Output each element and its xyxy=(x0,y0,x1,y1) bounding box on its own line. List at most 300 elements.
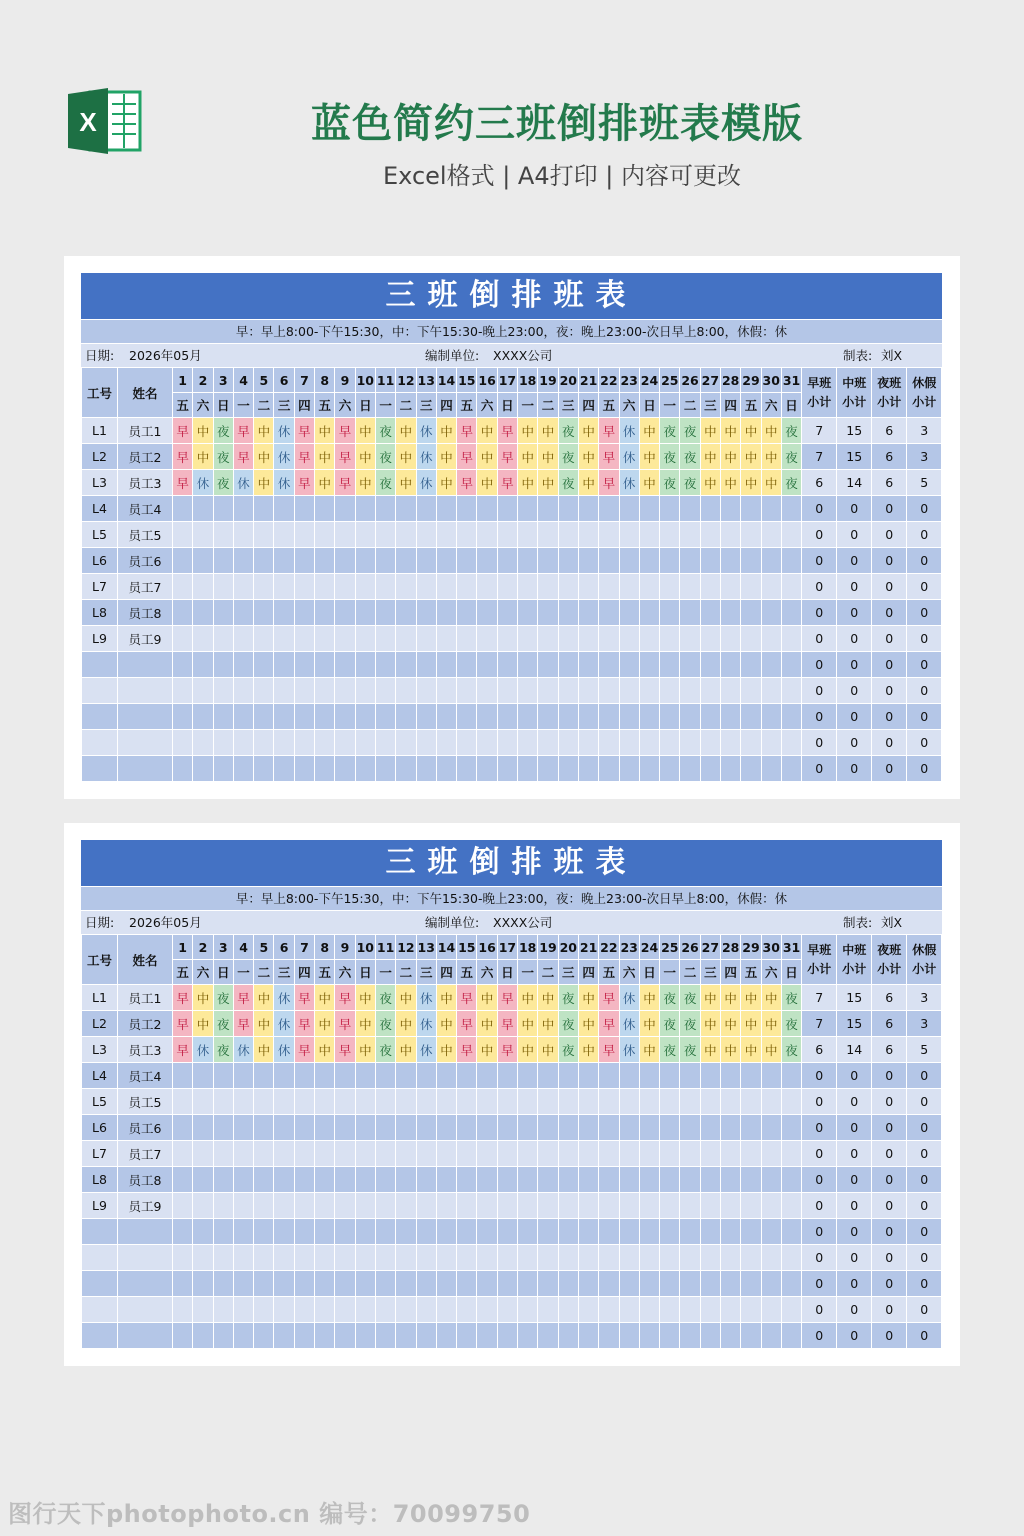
shift-cell[interactable] xyxy=(233,1193,253,1219)
shift-cell[interactable] xyxy=(639,548,659,574)
shift-cell[interactable] xyxy=(538,730,558,756)
shift-cell[interactable] xyxy=(274,496,294,522)
shift-cell[interactable] xyxy=(355,1063,375,1089)
shift-cell[interactable] xyxy=(213,1245,233,1271)
shift-cell[interactable] xyxy=(578,1297,598,1323)
shift-cell[interactable] xyxy=(274,574,294,600)
shift-cell[interactable]: 中 xyxy=(578,418,598,444)
employee-id[interactable] xyxy=(82,1323,118,1349)
shift-cell[interactable] xyxy=(639,522,659,548)
employee-name[interactable] xyxy=(118,1297,173,1323)
shift-cell[interactable] xyxy=(761,1193,781,1219)
shift-cell[interactable]: 中 xyxy=(254,444,274,470)
shift-cell[interactable]: 中 xyxy=(578,470,598,496)
shift-cell[interactable] xyxy=(396,1193,416,1219)
shift-cell[interactable] xyxy=(680,678,700,704)
shift-cell[interactable]: 夜 xyxy=(680,1011,700,1037)
shift-cell[interactable] xyxy=(518,1271,538,1297)
shift-cell[interactable] xyxy=(457,1219,477,1245)
shift-cell[interactable] xyxy=(396,1245,416,1271)
shift-cell[interactable] xyxy=(416,652,436,678)
shift-cell[interactable] xyxy=(761,600,781,626)
shift-cell[interactable] xyxy=(213,496,233,522)
shift-cell[interactable] xyxy=(294,1141,314,1167)
shift-cell[interactable] xyxy=(294,1193,314,1219)
shift-cell[interactable] xyxy=(375,1271,395,1297)
shift-cell[interactable] xyxy=(558,548,578,574)
shift-cell[interactable] xyxy=(233,548,253,574)
shift-cell[interactable] xyxy=(680,522,700,548)
shift-cell[interactable]: 中 xyxy=(639,985,659,1011)
shift-cell[interactable] xyxy=(558,1271,578,1297)
shift-cell[interactable] xyxy=(375,1115,395,1141)
shift-cell[interactable] xyxy=(274,1115,294,1141)
shift-cell[interactable]: 中 xyxy=(254,985,274,1011)
shift-cell[interactable]: 中 xyxy=(254,1011,274,1037)
shift-cell[interactable] xyxy=(660,1245,680,1271)
shift-cell[interactable] xyxy=(375,1219,395,1245)
shift-cell[interactable] xyxy=(477,548,497,574)
shift-cell[interactable] xyxy=(294,1115,314,1141)
shift-cell[interactable] xyxy=(599,1297,619,1323)
shift-cell[interactable] xyxy=(396,756,416,782)
shift-cell[interactable] xyxy=(416,1245,436,1271)
shift-cell[interactable] xyxy=(680,548,700,574)
shift-cell[interactable] xyxy=(781,756,801,782)
shift-cell[interactable]: 中 xyxy=(518,470,538,496)
shift-cell[interactable]: 早 xyxy=(599,444,619,470)
employee-id[interactable]: L3 xyxy=(82,1037,118,1063)
shift-cell[interactable] xyxy=(721,626,741,652)
shift-cell[interactable] xyxy=(457,1271,477,1297)
shift-cell[interactable] xyxy=(213,652,233,678)
shift-cell[interactable] xyxy=(497,1323,517,1349)
shift-cell[interactable]: 夜 xyxy=(680,444,700,470)
shift-cell[interactable] xyxy=(193,574,213,600)
shift-cell[interactable] xyxy=(741,496,761,522)
shift-cell[interactable]: 中 xyxy=(436,1037,456,1063)
shift-cell[interactable]: 夜 xyxy=(558,470,578,496)
shift-cell[interactable]: 早 xyxy=(173,1037,193,1063)
employee-id[interactable] xyxy=(82,1297,118,1323)
employee-name[interactable]: 员工7 xyxy=(118,1141,173,1167)
shift-cell[interactable] xyxy=(193,1271,213,1297)
shift-cell[interactable] xyxy=(680,1271,700,1297)
shift-cell[interactable] xyxy=(599,522,619,548)
shift-cell[interactable]: 中 xyxy=(700,1037,720,1063)
shift-cell[interactable] xyxy=(781,1089,801,1115)
shift-cell[interactable]: 夜 xyxy=(660,1037,680,1063)
shift-cell[interactable] xyxy=(599,730,619,756)
shift-cell[interactable] xyxy=(761,574,781,600)
shift-cell[interactable]: 夜 xyxy=(660,418,680,444)
shift-cell[interactable]: 中 xyxy=(355,418,375,444)
employee-id[interactable]: L8 xyxy=(82,600,118,626)
shift-cell[interactable] xyxy=(396,600,416,626)
shift-cell[interactable] xyxy=(396,574,416,600)
shift-cell[interactable] xyxy=(335,730,355,756)
shift-cell[interactable] xyxy=(639,1271,659,1297)
shift-cell[interactable]: 中 xyxy=(538,985,558,1011)
shift-cell[interactable]: 中 xyxy=(436,470,456,496)
shift-cell[interactable] xyxy=(375,1063,395,1089)
shift-cell[interactable] xyxy=(477,1245,497,1271)
shift-cell[interactable] xyxy=(193,704,213,730)
shift-cell[interactable]: 中 xyxy=(518,444,538,470)
shift-cell[interactable]: 中 xyxy=(578,1011,598,1037)
shift-cell[interactable] xyxy=(761,548,781,574)
shift-cell[interactable] xyxy=(355,1323,375,1349)
shift-cell[interactable] xyxy=(457,704,477,730)
shift-cell[interactable] xyxy=(619,1115,639,1141)
shift-cell[interactable] xyxy=(599,626,619,652)
shift-cell[interactable] xyxy=(294,1271,314,1297)
shift-cell[interactable]: 中 xyxy=(315,1011,335,1037)
shift-cell[interactable] xyxy=(497,1297,517,1323)
shift-cell[interactable] xyxy=(700,1063,720,1089)
shift-cell[interactable] xyxy=(436,1219,456,1245)
shift-cell[interactable] xyxy=(254,756,274,782)
shift-cell[interactable]: 早 xyxy=(294,470,314,496)
shift-cell[interactable] xyxy=(335,548,355,574)
shift-cell[interactable] xyxy=(518,1063,538,1089)
shift-cell[interactable] xyxy=(233,1323,253,1349)
shift-cell[interactable] xyxy=(315,574,335,600)
shift-cell[interactable] xyxy=(497,1089,517,1115)
shift-cell[interactable] xyxy=(721,600,741,626)
employee-name[interactable]: 员工5 xyxy=(118,1089,173,1115)
shift-cell[interactable] xyxy=(294,1297,314,1323)
shift-cell[interactable]: 休 xyxy=(416,444,436,470)
shift-cell[interactable]: 早 xyxy=(599,985,619,1011)
shift-cell[interactable] xyxy=(619,1141,639,1167)
shift-cell[interactable] xyxy=(741,1141,761,1167)
shift-cell[interactable]: 中 xyxy=(518,1011,538,1037)
shift-cell[interactable] xyxy=(173,1271,193,1297)
shift-cell[interactable] xyxy=(375,1089,395,1115)
shift-cell[interactable] xyxy=(315,652,335,678)
shift-cell[interactable] xyxy=(761,1271,781,1297)
shift-cell[interactable] xyxy=(436,1245,456,1271)
shift-cell[interactable]: 早 xyxy=(457,985,477,1011)
shift-cell[interactable] xyxy=(213,574,233,600)
shift-cell[interactable] xyxy=(416,756,436,782)
shift-cell[interactable] xyxy=(578,704,598,730)
shift-cell[interactable] xyxy=(741,1323,761,1349)
shift-cell[interactable] xyxy=(193,1115,213,1141)
shift-cell[interactable]: 夜 xyxy=(375,1037,395,1063)
shift-cell[interactable] xyxy=(741,574,761,600)
shift-cell[interactable] xyxy=(700,1297,720,1323)
shift-cell[interactable] xyxy=(619,1063,639,1089)
shift-cell[interactable]: 中 xyxy=(700,470,720,496)
shift-cell[interactable] xyxy=(335,1297,355,1323)
shift-cell[interactable] xyxy=(781,1219,801,1245)
shift-cell[interactable] xyxy=(558,1089,578,1115)
employee-name[interactable]: 员工8 xyxy=(118,600,173,626)
shift-cell[interactable] xyxy=(436,626,456,652)
shift-cell[interactable] xyxy=(173,652,193,678)
shift-cell[interactable] xyxy=(700,1245,720,1271)
shift-cell[interactable] xyxy=(578,652,598,678)
shift-cell[interactable]: 夜 xyxy=(375,444,395,470)
shift-cell[interactable] xyxy=(294,1167,314,1193)
shift-cell[interactable]: 夜 xyxy=(781,444,801,470)
shift-cell[interactable] xyxy=(578,1219,598,1245)
shift-cell[interactable] xyxy=(375,730,395,756)
shift-cell[interactable]: 夜 xyxy=(781,418,801,444)
shift-cell[interactable]: 夜 xyxy=(660,985,680,1011)
shift-cell[interactable]: 中 xyxy=(315,985,335,1011)
shift-cell[interactable] xyxy=(254,1271,274,1297)
employee-id[interactable]: L1 xyxy=(82,985,118,1011)
shift-cell[interactable] xyxy=(254,626,274,652)
shift-cell[interactable]: 中 xyxy=(254,1037,274,1063)
shift-cell[interactable] xyxy=(355,756,375,782)
shift-cell[interactable] xyxy=(436,1063,456,1089)
employee-id[interactable]: L5 xyxy=(82,1089,118,1115)
shift-cell[interactable] xyxy=(193,1141,213,1167)
shift-cell[interactable] xyxy=(639,1245,659,1271)
shift-cell[interactable]: 中 xyxy=(761,418,781,444)
shift-cell[interactable]: 中 xyxy=(355,985,375,1011)
shift-cell[interactable] xyxy=(477,1089,497,1115)
shift-cell[interactable] xyxy=(457,1245,477,1271)
shift-cell[interactable] xyxy=(741,522,761,548)
shift-cell[interactable]: 中 xyxy=(700,418,720,444)
shift-cell[interactable] xyxy=(193,652,213,678)
shift-cell[interactable]: 夜 xyxy=(375,418,395,444)
shift-cell[interactable] xyxy=(436,548,456,574)
shift-cell[interactable] xyxy=(457,1063,477,1089)
shift-cell[interactable] xyxy=(660,1271,680,1297)
shift-cell[interactable] xyxy=(335,1141,355,1167)
shift-cell[interactable] xyxy=(761,522,781,548)
shift-cell[interactable] xyxy=(599,496,619,522)
shift-cell[interactable] xyxy=(477,1115,497,1141)
shift-cell[interactable] xyxy=(639,1323,659,1349)
shift-cell[interactable] xyxy=(335,1089,355,1115)
shift-cell[interactable] xyxy=(518,574,538,600)
shift-cell[interactable] xyxy=(660,1219,680,1245)
shift-cell[interactable]: 早 xyxy=(599,470,619,496)
shift-cell[interactable]: 中 xyxy=(761,444,781,470)
shift-cell[interactable] xyxy=(396,1063,416,1089)
shift-cell[interactable]: 中 xyxy=(436,444,456,470)
shift-cell[interactable]: 中 xyxy=(761,470,781,496)
shift-cell[interactable] xyxy=(173,1115,193,1141)
shift-cell[interactable] xyxy=(599,1323,619,1349)
shift-cell[interactable]: 休 xyxy=(193,470,213,496)
shift-cell[interactable] xyxy=(619,704,639,730)
shift-cell[interactable] xyxy=(233,496,253,522)
shift-cell[interactable] xyxy=(457,1297,477,1323)
shift-cell[interactable] xyxy=(213,1115,233,1141)
shift-cell[interactable] xyxy=(700,1141,720,1167)
shift-cell[interactable]: 中 xyxy=(761,1037,781,1063)
shift-cell[interactable] xyxy=(538,496,558,522)
shift-cell[interactable] xyxy=(396,1141,416,1167)
shift-cell[interactable] xyxy=(497,600,517,626)
shift-cell[interactable] xyxy=(741,1193,761,1219)
shift-cell[interactable] xyxy=(416,1141,436,1167)
shift-cell[interactable] xyxy=(436,704,456,730)
shift-cell[interactable] xyxy=(538,1245,558,1271)
shift-cell[interactable] xyxy=(457,652,477,678)
shift-cell[interactable]: 中 xyxy=(477,1037,497,1063)
shift-cell[interactable] xyxy=(599,1271,619,1297)
shift-cell[interactable]: 早 xyxy=(457,444,477,470)
shift-cell[interactable]: 中 xyxy=(721,418,741,444)
shift-cell[interactable] xyxy=(721,1115,741,1141)
shift-cell[interactable] xyxy=(315,1141,335,1167)
shift-cell[interactable] xyxy=(193,1219,213,1245)
shift-cell[interactable] xyxy=(538,1089,558,1115)
employee-id[interactable]: L2 xyxy=(82,444,118,470)
shift-cell[interactable] xyxy=(477,1219,497,1245)
shift-cell[interactable] xyxy=(396,1271,416,1297)
shift-cell[interactable] xyxy=(660,1089,680,1115)
shift-cell[interactable] xyxy=(193,496,213,522)
shift-cell[interactable] xyxy=(436,1141,456,1167)
shift-cell[interactable] xyxy=(558,600,578,626)
shift-cell[interactable] xyxy=(538,1271,558,1297)
shift-cell[interactable] xyxy=(518,756,538,782)
shift-cell[interactable] xyxy=(680,1089,700,1115)
shift-cell[interactable] xyxy=(274,1167,294,1193)
shift-cell[interactable] xyxy=(213,678,233,704)
shift-cell[interactable] xyxy=(477,1167,497,1193)
employee-name[interactable]: 员工5 xyxy=(118,522,173,548)
shift-cell[interactable] xyxy=(396,1115,416,1141)
shift-cell[interactable] xyxy=(558,1141,578,1167)
shift-cell[interactable]: 早 xyxy=(599,418,619,444)
employee-id[interactable]: L2 xyxy=(82,1011,118,1037)
shift-cell[interactable] xyxy=(375,678,395,704)
shift-cell[interactable] xyxy=(680,1141,700,1167)
shift-cell[interactable] xyxy=(436,1323,456,1349)
shift-cell[interactable] xyxy=(660,704,680,730)
shift-cell[interactable] xyxy=(416,548,436,574)
shift-cell[interactable] xyxy=(761,1323,781,1349)
shift-cell[interactable] xyxy=(416,1167,436,1193)
shift-cell[interactable]: 中 xyxy=(315,418,335,444)
shift-cell[interactable]: 早 xyxy=(173,470,193,496)
shift-cell[interactable] xyxy=(781,730,801,756)
employee-name[interactable] xyxy=(118,756,173,782)
shift-cell[interactable] xyxy=(233,1297,253,1323)
shift-cell[interactable] xyxy=(558,704,578,730)
shift-cell[interactable] xyxy=(294,548,314,574)
shift-cell[interactable]: 中 xyxy=(315,1037,335,1063)
shift-cell[interactable] xyxy=(497,704,517,730)
shift-cell[interactable] xyxy=(497,1193,517,1219)
shift-cell[interactable] xyxy=(660,652,680,678)
shift-cell[interactable] xyxy=(477,600,497,626)
shift-cell[interactable] xyxy=(497,652,517,678)
shift-cell[interactable] xyxy=(416,1089,436,1115)
shift-cell[interactable]: 休 xyxy=(233,1037,253,1063)
shift-cell[interactable]: 夜 xyxy=(558,985,578,1011)
employee-id[interactable]: L6 xyxy=(82,548,118,574)
shift-cell[interactable] xyxy=(619,522,639,548)
shift-cell[interactable] xyxy=(781,1141,801,1167)
shift-cell[interactable] xyxy=(578,522,598,548)
shift-cell[interactable] xyxy=(477,756,497,782)
shift-cell[interactable]: 早 xyxy=(233,444,253,470)
shift-cell[interactable] xyxy=(721,678,741,704)
shift-cell[interactable] xyxy=(193,1089,213,1115)
employee-id[interactable]: L4 xyxy=(82,1063,118,1089)
shift-cell[interactable] xyxy=(721,1141,741,1167)
shift-cell[interactable] xyxy=(233,704,253,730)
shift-cell[interactable] xyxy=(477,574,497,600)
shift-cell[interactable] xyxy=(721,1245,741,1271)
employee-id[interactable]: L9 xyxy=(82,1193,118,1219)
shift-cell[interactable]: 早 xyxy=(335,985,355,1011)
shift-cell[interactable] xyxy=(416,1219,436,1245)
shift-cell[interactable] xyxy=(680,1193,700,1219)
shift-cell[interactable]: 早 xyxy=(599,1011,619,1037)
shift-cell[interactable] xyxy=(436,1167,456,1193)
shift-cell[interactable] xyxy=(416,1193,436,1219)
shift-cell[interactable] xyxy=(213,1063,233,1089)
shift-cell[interactable] xyxy=(193,1167,213,1193)
shift-cell[interactable]: 中 xyxy=(741,418,761,444)
employee-name[interactable] xyxy=(118,1219,173,1245)
shift-cell[interactable] xyxy=(639,1141,659,1167)
shift-cell[interactable] xyxy=(355,522,375,548)
shift-cell[interactable] xyxy=(213,1219,233,1245)
shift-cell[interactable] xyxy=(781,522,801,548)
shift-cell[interactable] xyxy=(761,1063,781,1089)
shift-cell[interactable] xyxy=(518,730,538,756)
shift-cell[interactable]: 夜 xyxy=(781,470,801,496)
shift-cell[interactable] xyxy=(173,600,193,626)
shift-cell[interactable] xyxy=(193,756,213,782)
shift-cell[interactable] xyxy=(761,1115,781,1141)
shift-cell[interactable] xyxy=(416,1297,436,1323)
shift-cell[interactable] xyxy=(477,626,497,652)
shift-cell[interactable] xyxy=(558,756,578,782)
shift-cell[interactable]: 早 xyxy=(335,418,355,444)
shift-cell[interactable] xyxy=(680,1297,700,1323)
shift-cell[interactable] xyxy=(538,1115,558,1141)
shift-cell[interactable] xyxy=(599,1115,619,1141)
shift-cell[interactable] xyxy=(477,1323,497,1349)
shift-cell[interactable]: 中 xyxy=(315,470,335,496)
shift-cell[interactable] xyxy=(741,1089,761,1115)
shift-cell[interactable] xyxy=(254,1297,274,1323)
shift-cell[interactable] xyxy=(578,1115,598,1141)
shift-cell[interactable]: 夜 xyxy=(213,985,233,1011)
shift-cell[interactable] xyxy=(396,730,416,756)
shift-cell[interactable] xyxy=(639,1193,659,1219)
shift-cell[interactable] xyxy=(436,756,456,782)
shift-cell[interactable] xyxy=(700,704,720,730)
shift-cell[interactable] xyxy=(375,600,395,626)
shift-cell[interactable]: 中 xyxy=(396,418,416,444)
shift-cell[interactable]: 中 xyxy=(477,418,497,444)
shift-cell[interactable] xyxy=(578,1141,598,1167)
shift-cell[interactable] xyxy=(578,626,598,652)
shift-cell[interactable] xyxy=(233,1063,253,1089)
shift-cell[interactable]: 中 xyxy=(761,985,781,1011)
shift-cell[interactable] xyxy=(254,548,274,574)
shift-cell[interactable]: 早 xyxy=(233,985,253,1011)
shift-cell[interactable] xyxy=(700,1167,720,1193)
shift-cell[interactable]: 早 xyxy=(173,418,193,444)
